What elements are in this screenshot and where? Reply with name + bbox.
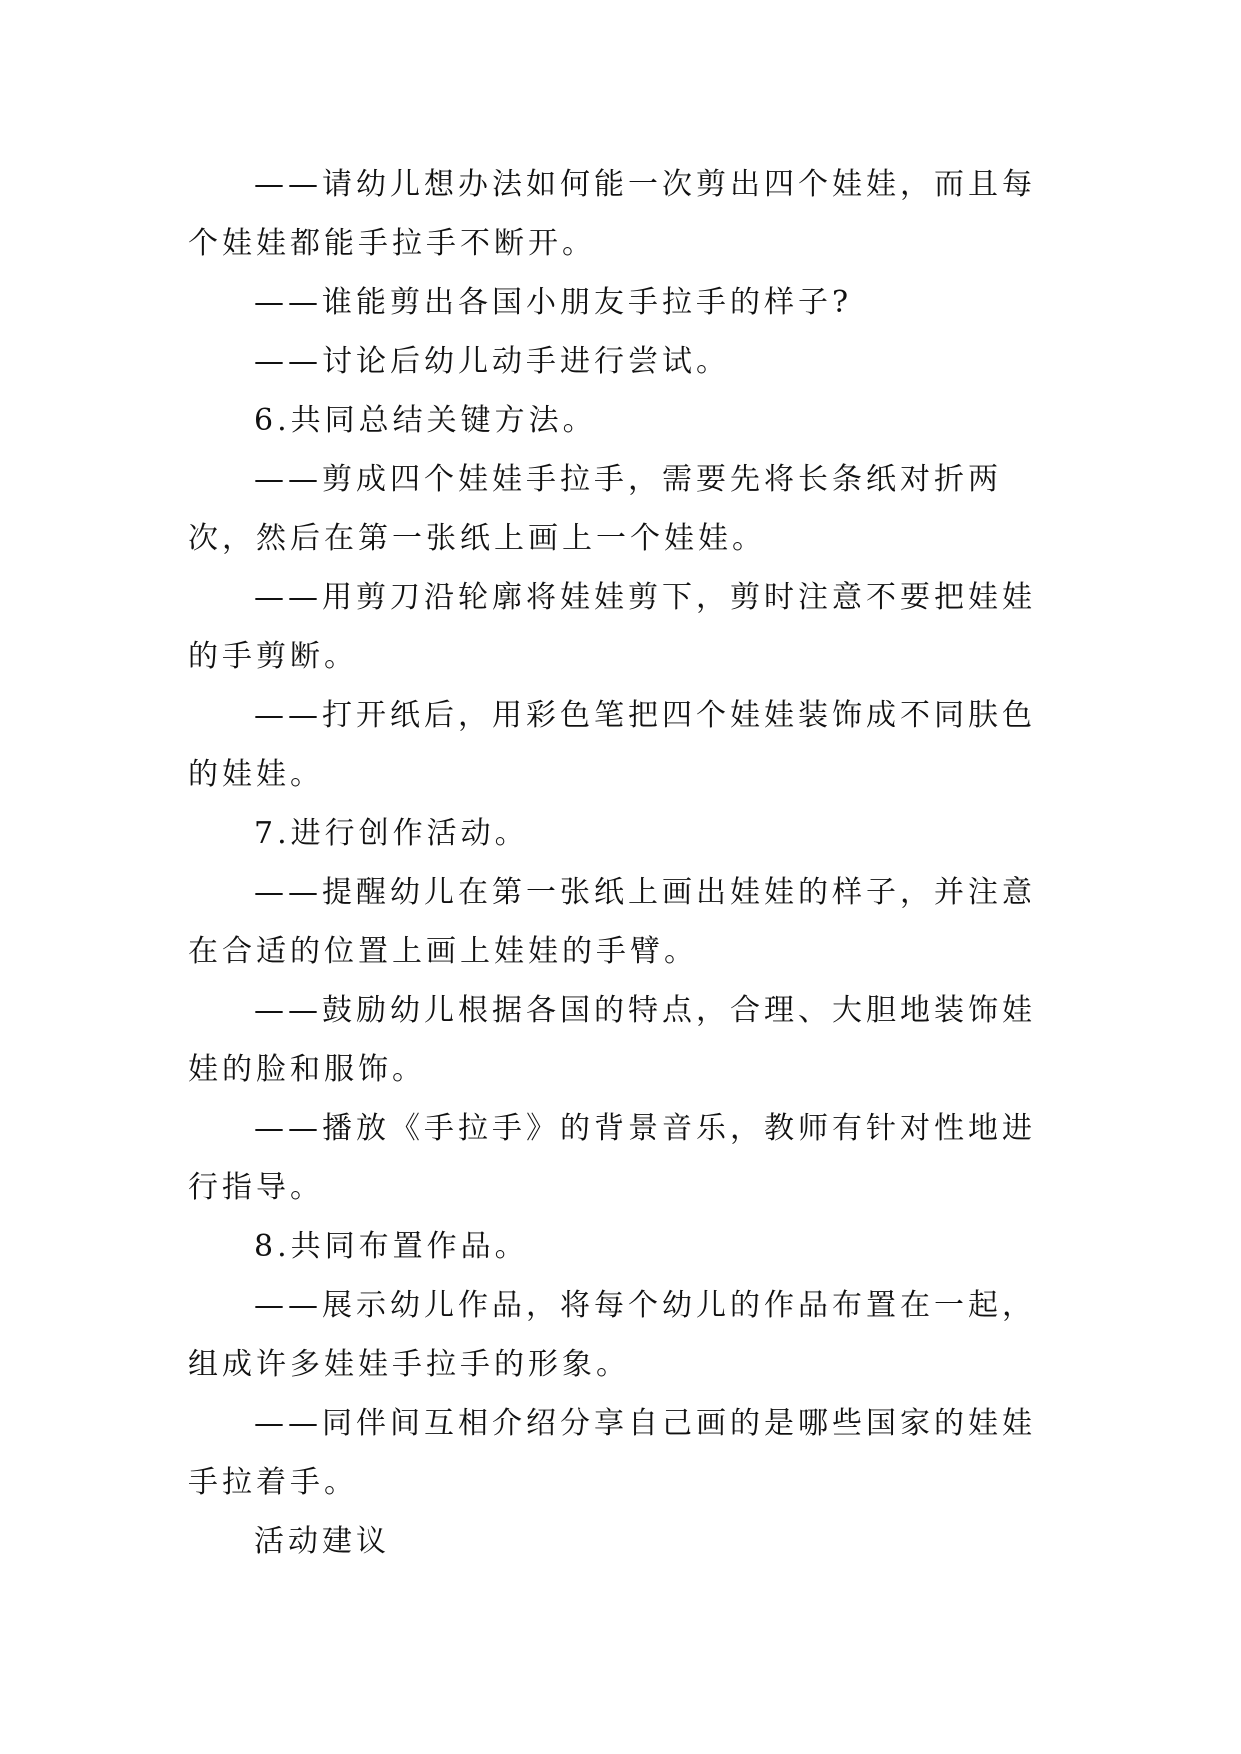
section-heading: 6.共同总结关键方法。 <box>254 403 597 438</box>
section-heading: 8.共同布置作品。 <box>254 1229 529 1264</box>
paragraph: ——展示幼儿作品，将每个幼儿的作品布置在一起，组成许多娃娃手拉手的形象。 <box>188 1288 1036 1382</box>
paragraph: ——同伴间互相介绍分享自己画的是哪些国家的娃娃手拉着手。 <box>188 1406 1036 1500</box>
paragraph: ——播放《手拉手》的背景音乐，教师有针对性地进行指导。 <box>188 1111 1036 1205</box>
paragraph: ——用剪刀沿轮廓将娃娃剪下，剪时注意不要把娃娃的手剪断。 <box>188 580 1036 674</box>
paragraph: ——谁能剪出各国小朋友手拉手的样子? <box>254 285 853 320</box>
document-body <box>188 155 1060 1571</box>
paragraph: ——请幼儿想办法如何能一次剪出四个娃娃，而且每个娃娃都能手拉手不断开。 <box>188 167 1036 261</box>
paragraph: ——提醒幼儿在第一张纸上画出娃娃的样子，并注意在合适的位置上画上娃娃的手臂。 <box>188 875 1036 969</box>
section-heading: 活动建议 <box>254 1524 390 1559</box>
paragraph: ——讨论后幼儿动手进行尝试。 <box>254 344 730 379</box>
section-heading: 7.进行创作活动。 <box>254 816 529 851</box>
paragraph: ——打开纸后，用彩色笔把四个娃娃装饰成不同肤色的娃娃。 <box>188 698 1036 792</box>
paragraph: ——剪成四个娃娃手拉手，需要先将长条纸对折两次，然后在第一张纸上画上一个娃娃。 <box>188 462 1002 556</box>
paragraph: ——鼓励幼儿根据各国的特点，合理、大胆地装饰娃娃的脸和服饰。 <box>188 993 1036 1087</box>
